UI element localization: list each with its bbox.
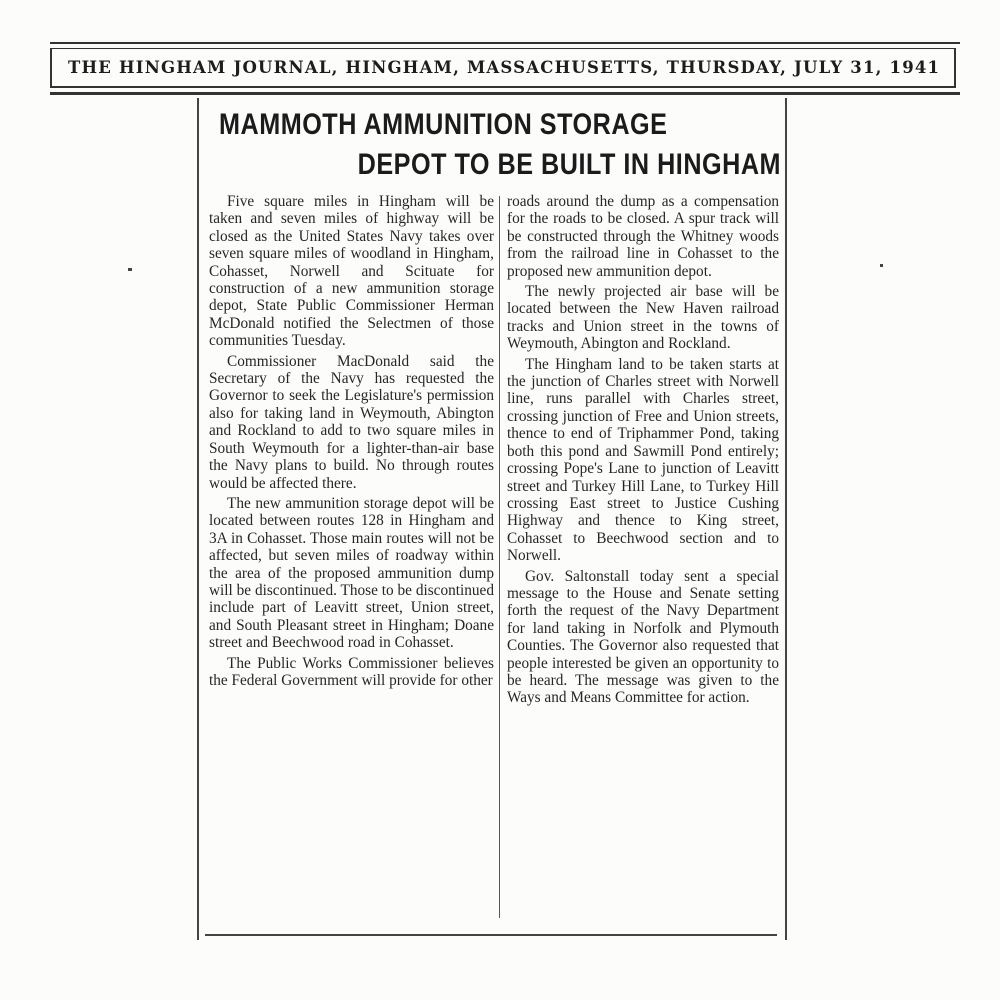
paragraph: The Hingham land to be taken starts at the junction of Charles street with Norwell line, runs parallel with Charles street, crossing junction of Free and Union streets, thence to end of Triphammer Pond, taking both this pond and Sawmill Pond entirely; crossing Pope's Lane to junction of Leavitt street and Turkey Hill Lane, to Turkey Hill crossing East street to Justice Cushing Highway and thence to King street, Cohasset to Beechwood section and to Norwell. <box>507 355 779 565</box>
column-divider <box>499 196 500 918</box>
print-speck <box>128 268 132 271</box>
paragraph: Gov. Saltonstall today sent a special message to the House and Senate setting forth the request of the Navy Department for land taking in Norfolk and Plymouth Counties. The Governor also requested that people interested be given an opportunity to be heard. The message was given to the Ways and Means Committee for action. <box>507 567 779 707</box>
article-column-left <box>209 193 494 928</box>
article-clipping <box>197 98 787 940</box>
paragraph: The newly projected air base will be located between the New Haven railroad tracks and Union street in the towns of Weymouth, Abington and Rockland. <box>507 283 779 353</box>
paragraph: The Public Works Commissioner believes the Federal Government will provide for other <box>209 654 494 689</box>
masthead-bottom-rule <box>50 92 960 95</box>
paragraph: The new ammunition storage depot will be located between routes 128 in Hingham and 3A in Cohasset. Those main routes will not be affected, but seven miles of roadway within the area of the proposed ammunition dump will be discontinued. Those to be discontinued include part of Leavitt street, Union street, and South Pleasant street in Hingham; Doane street and Beechwood road in Cohasset. <box>209 494 494 652</box>
newspaper-masthead: THE HINGHAM JOURNAL, HINGHAM, MASSACHUSETTS, THURSDAY, JULY 31, 1941 <box>50 48 956 88</box>
headline-line-2: DEPOT TO BE BUILT IN HINGHAM <box>357 148 781 181</box>
print-speck <box>880 264 883 267</box>
paragraph: Five square miles in Hingham will be taken and seven miles of highway will be closed as the United States Navy takes over seven square miles of woodland in Hingham, Cohasset, Norwell and Scituate for construction of a new ammunition storage depot, State Public Commissioner Herman McDonald notified the Selectmen of those communities Tuesday. <box>209 193 494 350</box>
article-bottom-rule <box>205 934 777 936</box>
paragraph: Commissioner MacDonald said the Secretary of the Navy has requested the Governor to seek the Legislature's permission also for taking land in Weymouth, Abington and Rockland to add to two square miles in South Weymouth for a lighter-than-air base the Navy plans to build. No through routes would be affected there. <box>209 352 494 492</box>
paragraph: roads around the dump as a compensation for the roads to be closed. A spur track will be constructed through the Whitney woods from the railroad line in Cohasset to the proposed new ammunition depot. <box>507 193 779 280</box>
masthead-top-rule <box>50 42 960 44</box>
headline-line-1: MAMMOTH AMMUNITION STORAGE <box>219 108 668 141</box>
article-column-right <box>507 193 779 928</box>
